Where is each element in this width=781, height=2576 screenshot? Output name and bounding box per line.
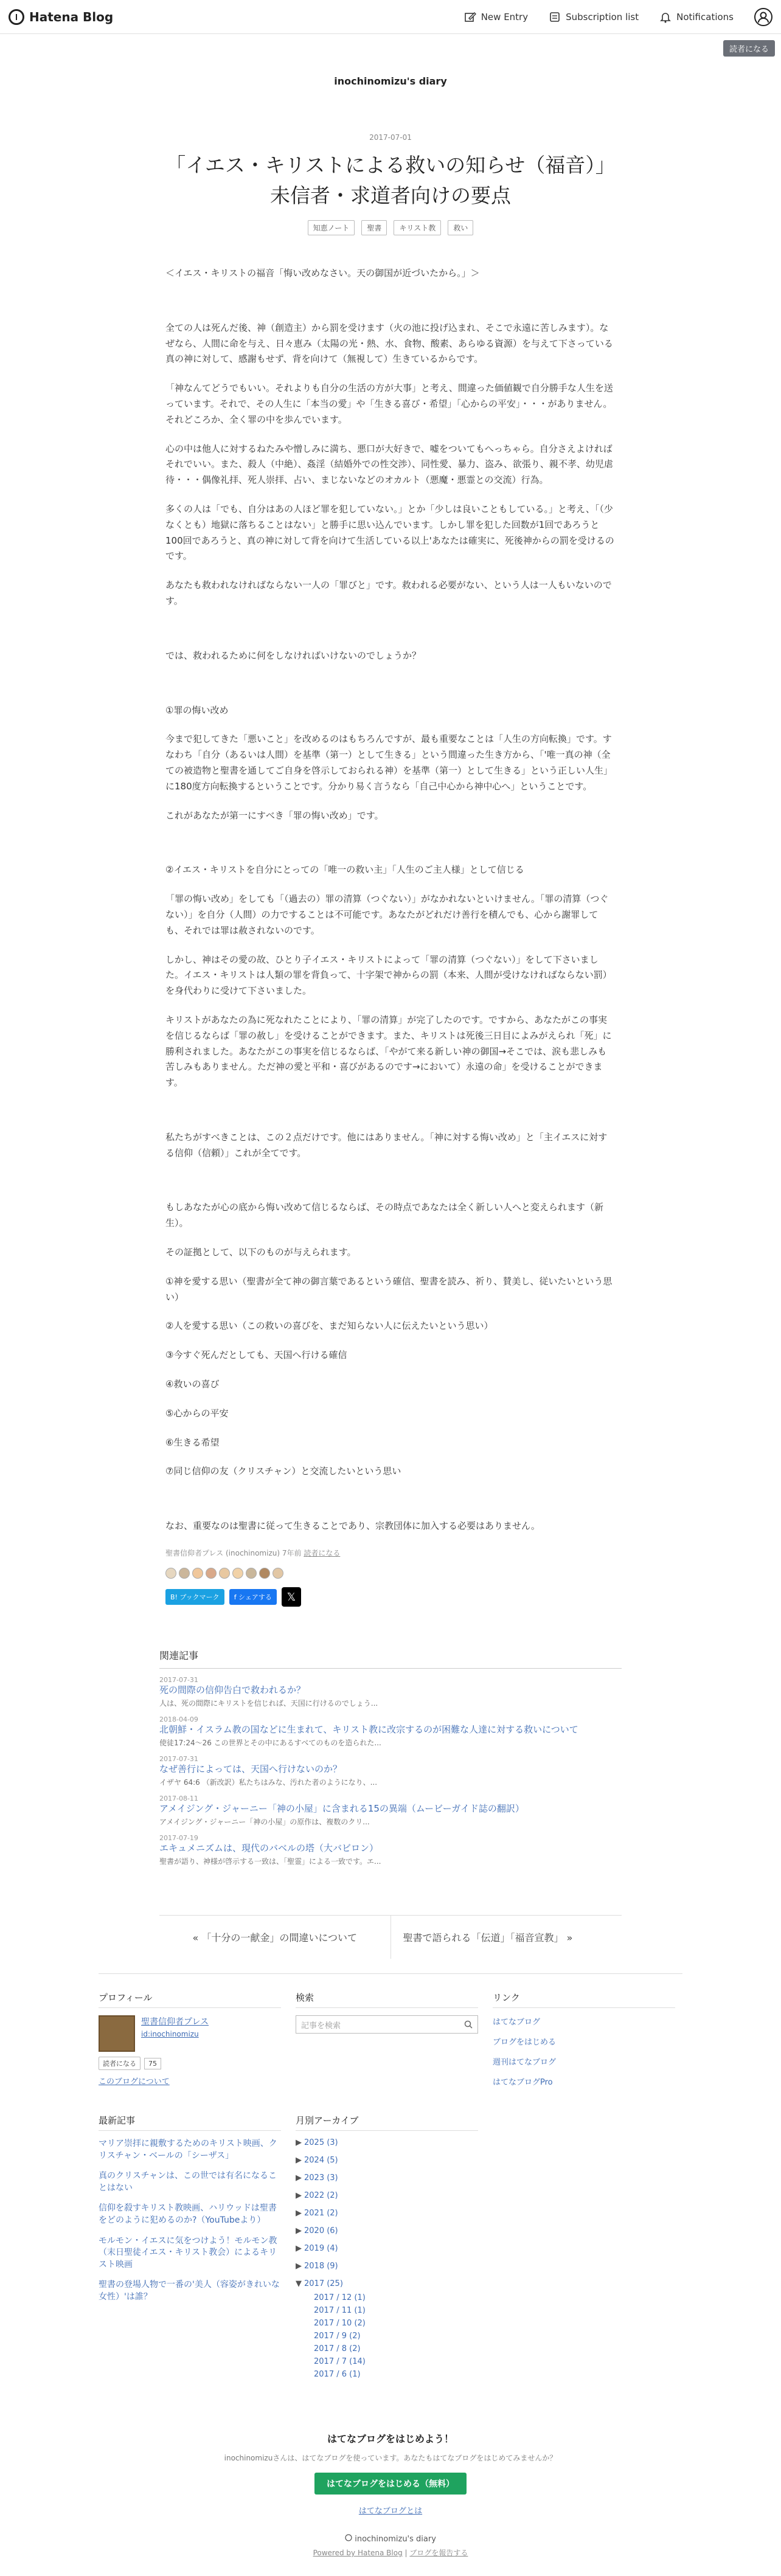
share-buttons	[165, 1587, 616, 1607]
bell-icon	[659, 11, 672, 23]
tag[interactable]: 救い	[448, 220, 473, 235]
meta-follow-link[interactable]: 読者になる	[304, 1549, 341, 1558]
recent-post-link[interactable]: 真のクリスチャンは、この世では有名になることはない	[99, 2171, 277, 2193]
post-paragraph: これがあなたが第一にすべき「罪の悔い改め」です。	[165, 809, 384, 821]
star-avatar[interactable]	[272, 1568, 283, 1579]
next-post-link[interactable]: 聖書で語られる「伝道」「福音宣教」 »	[390, 1916, 622, 1959]
post-paragraph: では、救われるために何をしなければいけないのでしょうか？	[165, 649, 422, 661]
hatena-bookmark-button[interactable]: B! ブックマーク	[165, 1589, 224, 1605]
related-date: 2018-04-09	[159, 1716, 198, 1724]
expand-icon[interactable]: ▶	[296, 2156, 302, 2166]
recent-post-link[interactable]: 聖書の登場人物で一番の'美人（容姿がきれいな女性）'は誰？	[99, 2280, 280, 2302]
star-avatar[interactable]	[232, 1568, 243, 1579]
post-paragraph: ①神を愛する思い（聖書が全て神の御言葉であるという確信、聖書を読み、祈り、賛美し、従いたいという思い）	[165, 1275, 613, 1303]
footer-blog-title	[0, 2534, 781, 2544]
related-item[interactable]	[159, 1676, 622, 1708]
paragraph-gap	[165, 1493, 616, 1518]
paragraph-gap	[165, 1174, 616, 1200]
pencil-icon	[464, 11, 476, 23]
profile-name[interactable]: 聖書信仰者プレス	[141, 2017, 209, 2027]
related-articles	[159, 1648, 622, 1866]
footer-promo	[0, 2431, 781, 2558]
follower-count: 75	[144, 2058, 161, 2069]
hatena-blog-logo[interactable]	[9, 9, 113, 25]
recent-posts-widget	[99, 2114, 281, 2383]
user-avatar-icon[interactable]	[754, 8, 772, 26]
star-avatar[interactable]	[192, 1568, 203, 1579]
search-placeholder: 記事を検索	[301, 2021, 341, 2031]
new-entry-link[interactable]	[464, 11, 528, 23]
recent-post-link[interactable]: マリア崇拝に親敷するためのキリスト映画、クリスチャン・ベールの「シーザス」	[99, 2139, 277, 2161]
related-item[interactable]	[159, 1755, 622, 1787]
hatena-small-icon	[345, 2534, 352, 2541]
expand-icon[interactable]: ▶	[296, 2138, 302, 2148]
post-title[interactable]: 「イエス・キリストによる救いの知らせ（福音）」 未信者・求道者向けの要点	[165, 153, 616, 207]
recent-post-link[interactable]: モルモン・イエスに気をつけよう！モルモン教（末日聖徒イエス・キリスト教会）によるキリスト映画	[99, 2235, 277, 2270]
profile-id[interactable]: id:inochinomizu	[141, 2030, 199, 2039]
about-blog-link[interactable]: このブログについて	[99, 2077, 170, 2087]
about-hatena-link[interactable]: はてなブログとは	[358, 2507, 423, 2516]
star-avatar[interactable]	[219, 1568, 230, 1579]
post-paragraph: ⑥生きる希望	[165, 1436, 220, 1448]
archive-year[interactable]: ▶ 2018 (9)	[296, 2262, 338, 2271]
archive-year[interactable]: ▶ 2022 (2)	[296, 2191, 338, 2201]
expand-icon[interactable]: ▶	[296, 2244, 302, 2254]
facebook-share-button[interactable]: f シェアする	[229, 1589, 277, 1605]
post-paragraph: 私たちがすべきことは、この２点だけです。他にはありません。「神に対する悔い改め」と「主イエスに対する信仰（信頼）」これが全てです。	[165, 1131, 608, 1158]
prev-post-link[interactable]: « 「十分の一献金」の間違いについて	[192, 1932, 358, 1944]
related-item[interactable]	[159, 1834, 622, 1866]
related-date: 2017-08-11	[159, 1795, 198, 1803]
footer-title-text[interactable]: inochinomizu's diary	[355, 2535, 436, 2544]
profile-widget	[99, 1991, 281, 2096]
star-avatar[interactable]	[179, 1568, 190, 1579]
star-list	[165, 1568, 616, 1579]
expand-icon[interactable]: ▶	[296, 2209, 302, 2218]
star-avatar[interactable]	[246, 1568, 257, 1579]
related-excerpt: アメイジング・ジャーニー「神の小屋」の原作は、複数のクリ...	[159, 1818, 370, 1827]
post-paragraph: ⑦同じ信仰の友（クリスチャン）と交流したいという思い	[165, 1466, 401, 1477]
post-paragraph: キリストがあなたの為に死なれたことにより、「罪の清算」が完了したのです。ですから、あなたがこの事実を信じるならば「罪の赦し」を受けることができます。また、キリストは死後三日目によみがえられ「死」に勝利されました。あなたがこの事実を信じるならば、「やがて来る新しい神の御国→そこでは、涙も悲しみも苦しみもありません。ただ神の愛と平和・喜びがあるのです→において）永遠の命」を受けることができます。	[165, 1014, 612, 1089]
expand-icon[interactable]: ▶	[296, 2191, 302, 2201]
post-paragraph: 「罪の悔い改め」をしても「（過去の）罪の清算（つぐない）」がなかれないといけません。「罪の清算（つぐない）」を自分（人間）の力ですることは不可能です。あなたがどれだけ善行を積んでも、心から謝罪しても、それでは罪は赦されないのです。	[165, 893, 609, 936]
post-paragraph: ①罪の悔い改め	[165, 704, 229, 716]
search-icon[interactable]	[464, 2020, 473, 2029]
archive-month[interactable]: 2017 / 11 (1)	[314, 2306, 366, 2316]
archive-month[interactable]: 2017 / 12 (1)	[314, 2293, 366, 2303]
post-paragraph: 「神なんてどうでもいい。それよりも自分の生活の方が大事」と考え、間違った価値観で自分勝手な人生を送っています。それで、その人生に「本当の愛」や「生きる喜び・希望」「心からの平安」・・・がありません。それどころか、全く罪の中を歩んでいます。	[165, 383, 613, 425]
archive-heading: 月別アーカイブ	[296, 2114, 478, 2131]
archive-month[interactable]: 2017 / 7 (14)	[314, 2357, 366, 2367]
profile-picture[interactable]	[99, 2015, 135, 2052]
recent-post-link[interactable]: 信仰を殺すキリスト教映画、ハリウッドは聖書をどのように犯めるのか?（YouTubeより）	[99, 2203, 277, 2226]
related-title[interactable]: エキュメニズムは、現代のバベルの塔（大バビロン）	[159, 1843, 379, 1854]
blog-title[interactable]: inochinomizu's diary	[334, 75, 447, 87]
star-avatar[interactable]	[165, 1568, 176, 1579]
post-meta	[165, 1548, 616, 1558]
search-widget	[296, 1991, 478, 2096]
archive-year[interactable]: ▶ 2019 (4)	[296, 2244, 338, 2254]
post-paragraph: ②イエス・キリストを自分にとっての「唯一の救い主」「人生のご主人様」として信じる	[165, 864, 524, 876]
expand-icon[interactable]: ▶	[296, 2226, 302, 2236]
post-paragraph: ⑤心からの平安	[165, 1407, 229, 1419]
post-meta-text: 聖書信仰者プレス (inochinomizu) 7年前	[165, 1549, 302, 1558]
link-item[interactable]: はてなブログ	[493, 2018, 541, 2027]
subscription-label: Subscription list	[566, 11, 639, 23]
post-tags	[159, 220, 622, 235]
paragraph-gap	[165, 837, 616, 862]
follow-reader-button[interactable]: 読者になる	[723, 40, 775, 57]
paragraph-gap	[165, 1104, 616, 1130]
related-date: 2017-07-31	[159, 1676, 198, 1684]
archive-year[interactable]: ▶ 2020 (6)	[296, 2226, 338, 2236]
tag[interactable]: 聖書	[361, 220, 387, 235]
logo-text: Hatena Blog	[29, 9, 114, 24]
links-widget	[493, 1991, 675, 2096]
start-blog-button[interactable]: はてなブログをはじめる（無料）	[314, 2473, 467, 2495]
post-paragraph: 全ての人は死んだ後、神（創造主）から罰を受けます（火の池に投げ込まれ、そこで永遠に苦しみます）。なぜなら、人間に命を与え、日々恵み（太陽の光・熱、水、食物、酸素、あらゆる資源）を与えて下さっている真の神に対して、感謝もせず、背を向けて（無視して）生きているからです。	[165, 322, 613, 365]
post-paragraph: ②人を愛する思い（この救いの喜びを、まだ知らない人に伝えたいという思い）	[165, 1320, 493, 1332]
archive-year[interactable]: ▶ 2024 (5)	[296, 2156, 338, 2166]
new-entry-label: New Entry	[481, 11, 529, 23]
hatena-logo-icon	[9, 9, 24, 25]
archive-year[interactable]: ▶ 2023 (3)	[296, 2173, 338, 2183]
archive-month[interactable]: 2017 / 6 (1)	[314, 2370, 361, 2380]
notifications-label: Notifications	[676, 11, 734, 23]
related-excerpt: 使徒17:24〜26 この世界とその中にあるすべてのものを造られた...	[159, 1739, 381, 1748]
post-body	[165, 266, 616, 1534]
profile-follow-button[interactable]: 読者になる	[99, 2057, 141, 2070]
related-excerpt: 聖書が語り、神様が啓示する一致は、「聖霊」による一致です。エ...	[159, 1857, 381, 1866]
subscription-link[interactable]	[549, 11, 639, 23]
post-paragraph: 心の中は他人に対するねたみや憎しみに満ち、悪口が大好きで、嘘をついてもへっちゃら。自分さえよければそれでいい。また、殺人（中絶）、姦淫（結婚外での性交渉）、同性愛、暴力、盗み、欲張り、親不孝、幼児虐待・・・偶像礼拝、死人崇拝、占い、まじないなどのオカルト（悪魔・悪霊との交流）行為。	[165, 443, 613, 486]
link-item[interactable]: ブログをはじめる	[493, 2038, 557, 2048]
recent-heading: 最新記事	[99, 2114, 281, 2131]
tag[interactable]: キリスト教	[394, 220, 441, 235]
archive-widget	[296, 2114, 478, 2383]
paragraph-gap	[165, 295, 616, 320]
links-heading: リンク	[493, 1991, 675, 2008]
promo-title: はてなブログをはじめよう！	[327, 2433, 454, 2445]
paragraph-gap	[165, 623, 616, 648]
sidebar-widgets	[99, 1973, 682, 2096]
pager	[159, 1915, 622, 1959]
top-bar	[0, 0, 781, 34]
archive-year[interactable]: ▶ 2021 (2)	[296, 2209, 338, 2218]
archive-month[interactable]: 2017 / 9 (2)	[314, 2332, 361, 2341]
related-excerpt: 人は、死の間際にキリストを信じれば、天国に行けるのでしょう...	[159, 1699, 378, 1708]
related-title[interactable]: アメイジング・ジャーニー「神の小屋」に含まれる15の異端（ムービーガイド誌の翻訳）	[159, 1803, 524, 1815]
link-item[interactable]: はてなブログPro	[493, 2078, 553, 2088]
search-input[interactable]	[296, 2015, 478, 2034]
post-paragraph: あなたも救われなければならない一人の「罪びと」です。救われる必要がない、という人は一人もいないのです。	[165, 580, 612, 606]
archive-month[interactable]: 2017 / 8 (2)	[314, 2344, 361, 2354]
related-excerpt: イザヤ 64:6 （新改訳）私たちはみな、汚れた者のようになり、...	[159, 1778, 378, 1787]
archive-year[interactable]: ▶ 2025 (3)	[296, 2138, 338, 2148]
star-avatar[interactable]	[206, 1568, 217, 1579]
book-icon	[549, 11, 561, 23]
x-share-button[interactable]: 𝕏	[282, 1587, 301, 1607]
profile-heading: プロフィール	[99, 1991, 281, 2008]
link-item[interactable]: 週刊はてなブログ	[493, 2058, 557, 2068]
related-title[interactable]: 北朝鮮・イスラム教の国などに生まれて、キリスト教に改宗するのが困難な人達に対する救いについて	[159, 1724, 578, 1736]
post-paragraph: ③今すぐ死んだとしても、天国へ行ける確信	[165, 1349, 347, 1361]
archive-year-open[interactable]: ▼ 2017 (25)	[296, 2279, 343, 2289]
top-actions	[464, 8, 772, 26]
powered-link[interactable]: Powered by Hatena Blog	[313, 2549, 403, 2558]
related-date: 2017-07-19	[159, 1834, 198, 1843]
post-paragraph: ④救いの喜び	[165, 1379, 220, 1390]
report-blog-link[interactable]: ブログを報告する	[409, 2549, 468, 2558]
powered-by: Powered by Hatena Blog | ブログを報告する	[313, 2549, 468, 2558]
sidebar-widgets-2	[99, 2114, 682, 2383]
related-item[interactable]	[159, 1795, 622, 1827]
promo-subtitle: inochinomizuさんは、はてなブログを使っています。あなたもはてなブログをはじめてみませんか？	[224, 2454, 557, 2463]
related-date: 2017-07-31	[159, 1755, 198, 1764]
post-paragraph: なお、重要なのは聖書に従って生きることであり、宗教団体に加入する必要はありません。	[165, 1520, 540, 1532]
related-title[interactable]: 死の間際の信仰告白で救われるか？	[159, 1684, 306, 1696]
archive-month[interactable]: 2017 / 10 (2)	[314, 2319, 366, 2328]
post-paragraph: ＜イエス・キリストの福音「悔い改めなさい。天の御国が近づいたから。」＞	[165, 268, 480, 279]
tag[interactable]: 知恵ノート	[308, 220, 355, 235]
related-item[interactable]	[159, 1716, 622, 1748]
notifications-link[interactable]	[659, 11, 734, 23]
related-title[interactable]: なぜ善行によっては、天国へ行けないのか？	[159, 1764, 342, 1775]
related-heading: 関連記事	[159, 1648, 622, 1669]
post-paragraph: しかし、神はその愛の故、ひとり子イエス・キリストによって「罪の清算（つぐない）」をして下さいました。イエス・キリストは人類の罪を背負って、十字架で神からの罰（本来、人間が受けなければならない罰）を身代わりに受けて下さいました。	[165, 954, 612, 997]
star-avatar[interactable]	[259, 1568, 270, 1579]
post-paragraph: その証拠として、以下のものが与えられます。	[165, 1247, 356, 1258]
post-paragraph: 多くの人は「でも、自分はあの人ほど罪を犯していない。」とか「少しは良いこともしている。」と考え、「（少なくとも）地獄に落ちることはない」と勝手に思い込んでいます。しかし罪を犯した回数が1回であろうと100回であろうと、真の神に対して背を向けて生活している以上'あなたは確実に、死後神からの罰を受けるのです。	[165, 503, 614, 562]
post-date[interactable]: 2017-07-01	[369, 133, 412, 142]
post-paragraph: 今まで犯してきた「悪いこと」を改めるのはもちろんですが、最も重要なことは「人生の方向転換」です。すなわち「自分（あるいは人間）を基準（第一）として生きる」という間違った生き方から、「'唯一真の神（全ての被造物と聖書を通してご自身を啓示しておられる神）を基準（第一）として生きる」という正しい人生」に180度方向転換するということです。分かり易く言うなら「自己中心から神中心へ」ということです。	[165, 733, 613, 792]
collapse-icon[interactable]: ▼	[296, 2279, 302, 2289]
search-heading: 検索	[296, 1991, 478, 2008]
post	[159, 133, 622, 1607]
paragraph-gap	[165, 677, 616, 703]
expand-icon[interactable]: ▶	[296, 2173, 302, 2183]
expand-icon[interactable]: ▶	[296, 2262, 302, 2271]
post-paragraph: もしあなたが心の底から悔い改めて信じるならば、その時点であなたは全く新しい人へと変えられます（新生）。	[165, 1202, 604, 1229]
